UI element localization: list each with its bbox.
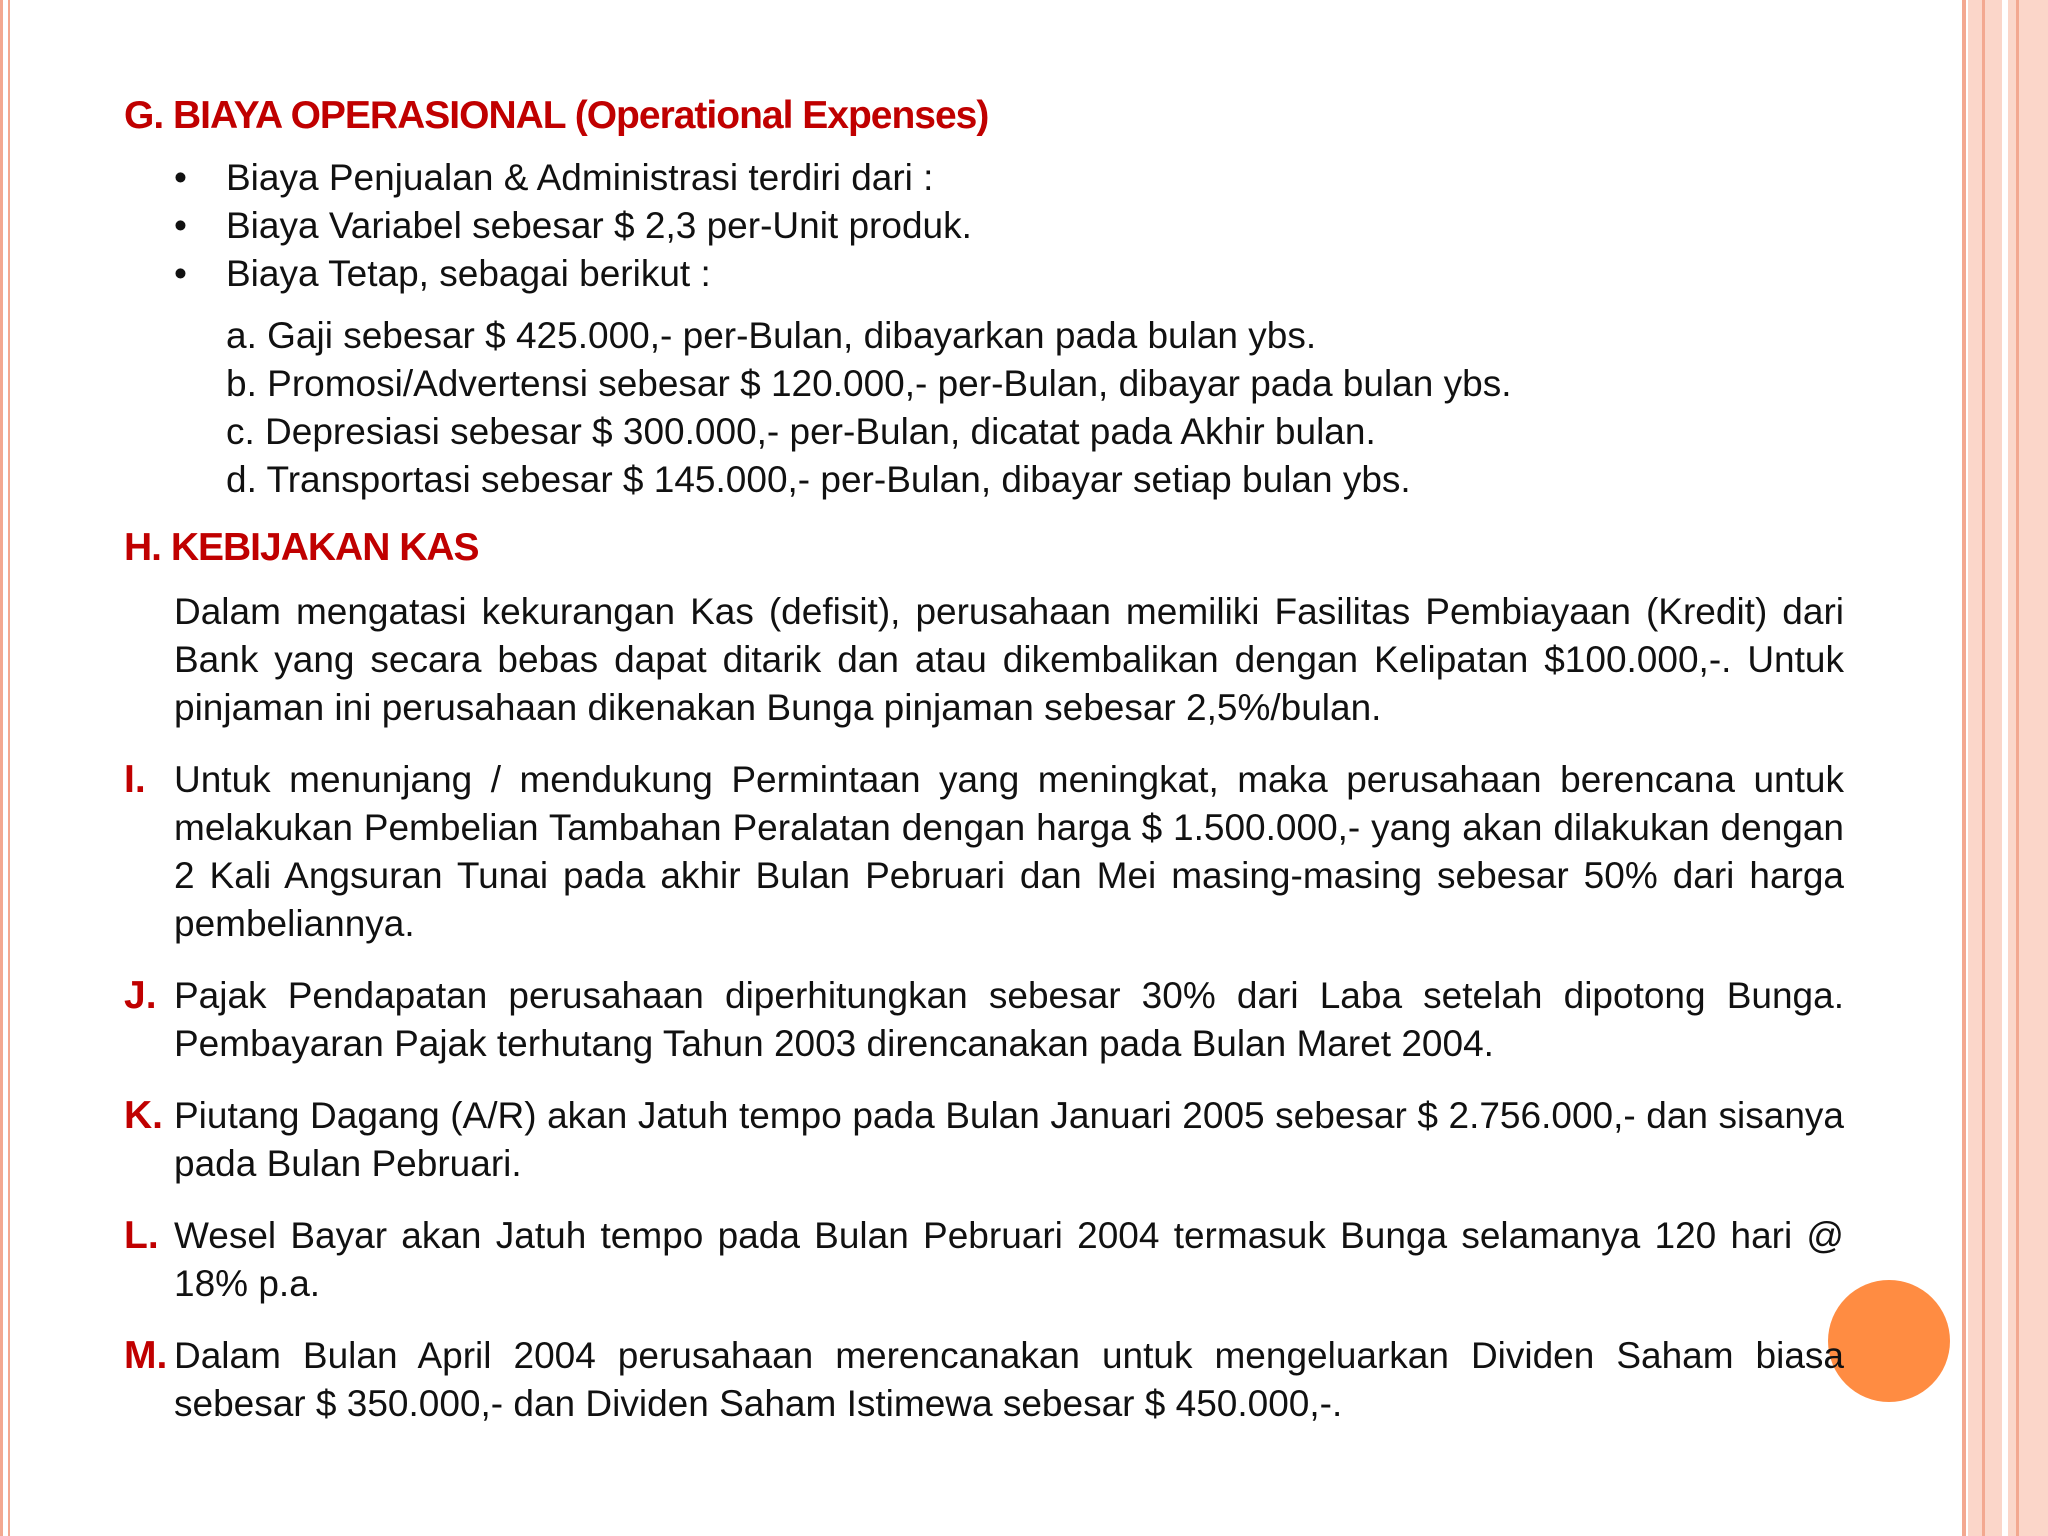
fixed-costs-list	[124, 312, 1844, 504]
list-item: b. Promosi/Advertensi sebesar $ 120.000,- per-Bulan, dibayar pada bulan ybs.	[226, 363, 1512, 404]
item-j	[124, 972, 1844, 1068]
item-text: Pajak Pendapatan perusahaan diperhitungkan sebesar 30% dari Laba setelah dipotong Bunga. Pembayaran Pajak terhutang Tahun 2003 direncanakan pada Bulan Maret 2004.	[174, 975, 1844, 1064]
bullet-text: Biaya Tetap, sebagai berikut :	[226, 253, 711, 294]
section-h-title: H. KEBIJAKAN KAS	[124, 526, 479, 569]
list-item: a. Gaji sebesar $ 425.000,- per-Bulan, dibayarkan pada bulan ybs.	[226, 315, 1317, 356]
item-text: Piutang Dagang (A/R) akan Jatuh tempo pada Bulan Januari 2005 sebesar $ 2.756.000,- dan sisanya pada Bulan Pebruari.	[174, 1095, 1844, 1184]
item-letter: I.	[124, 758, 146, 801]
section-h-paragraph: Dalam mengatasi kekurangan Kas (defisit), perusahaan memiliki Fasilitas Pembiayaan (Kredit) dari Bank yang secara bebas dapat ditarik dan atau dikembalikan dengan Kelipatan $100.000,-. Untuk pinjaman ini perusahaan dikenakan Bunga pinjaman sebesar 2,5%/bulan.	[174, 591, 1844, 728]
right-border-line	[2016, 0, 2019, 1536]
slide-content	[124, 92, 1844, 1428]
item-letter: L.	[124, 1214, 159, 1257]
item-m	[124, 1332, 1844, 1428]
item-letter: M.	[124, 1334, 168, 1377]
bullet-icon: •	[174, 253, 187, 294]
right-border-band	[1968, 0, 2048, 1536]
orange-circle-decoration	[1828, 1280, 1950, 1402]
item-letter: K.	[124, 1094, 163, 1137]
right-border-line	[1982, 0, 1985, 1536]
bullet-icon: •	[174, 157, 187, 198]
bullet-text: Biaya Variabel sebesar $ 2,3 per-Unit produk.	[226, 205, 972, 246]
item-k	[124, 1092, 1844, 1188]
left-border-line	[8, 0, 10, 1536]
section-g-title: G. BIAYA OPERASIONAL (Operational Expenses)	[124, 94, 989, 137]
item-l	[124, 1212, 1844, 1308]
item-text: Untuk menunjang / mendukung Permintaan yang meningkat, maka perusahaan berencana untuk melakukan Pembelian Tambahan Peralatan dengan harga $ 1.500.000,- yang akan dilakukan dengan 2 Kali Angsuran Tunai pada akhir Bulan Pebruari dan Mei masing-masing sebesar 50% dari harga pembeliannya.	[174, 759, 1844, 944]
left-border-decoration	[0, 0, 24, 1536]
item-text: Dalam Bulan April 2004 perusahaan merencanakan untuk mengeluarkan Dividen Saham biasa sebesar $ 350.000,- dan Dividen Saham Istimewa sebesar $ 450.000,-.	[174, 1335, 1844, 1424]
bullet-icon: •	[174, 205, 187, 246]
item-text: Wesel Bayar akan Jatuh tempo pada Bulan Pebruari 2004 termasuk Bunga selamanya 120 hari @ 18% p.a.	[174, 1215, 1844, 1304]
right-border-gap	[2002, 0, 2008, 1536]
list-item: d. Transportasi sebesar $ 145.000,- per-Bulan, dibayar setiap bulan ybs.	[226, 459, 1411, 500]
bullet-text: Biaya Penjualan & Administrasi terdiri dari :	[226, 157, 934, 198]
right-border-line	[1962, 0, 1966, 1536]
list-item	[174, 154, 1844, 202]
list-item	[174, 202, 1844, 250]
list-item: c. Depresiasi sebesar $ 300.000,- per-Bulan, dicatat pada Akhir bulan.	[226, 411, 1376, 452]
list-item	[174, 250, 1844, 298]
item-letter: J.	[124, 974, 157, 1017]
item-i	[124, 756, 1844, 948]
section-g-bullets	[124, 154, 1844, 298]
